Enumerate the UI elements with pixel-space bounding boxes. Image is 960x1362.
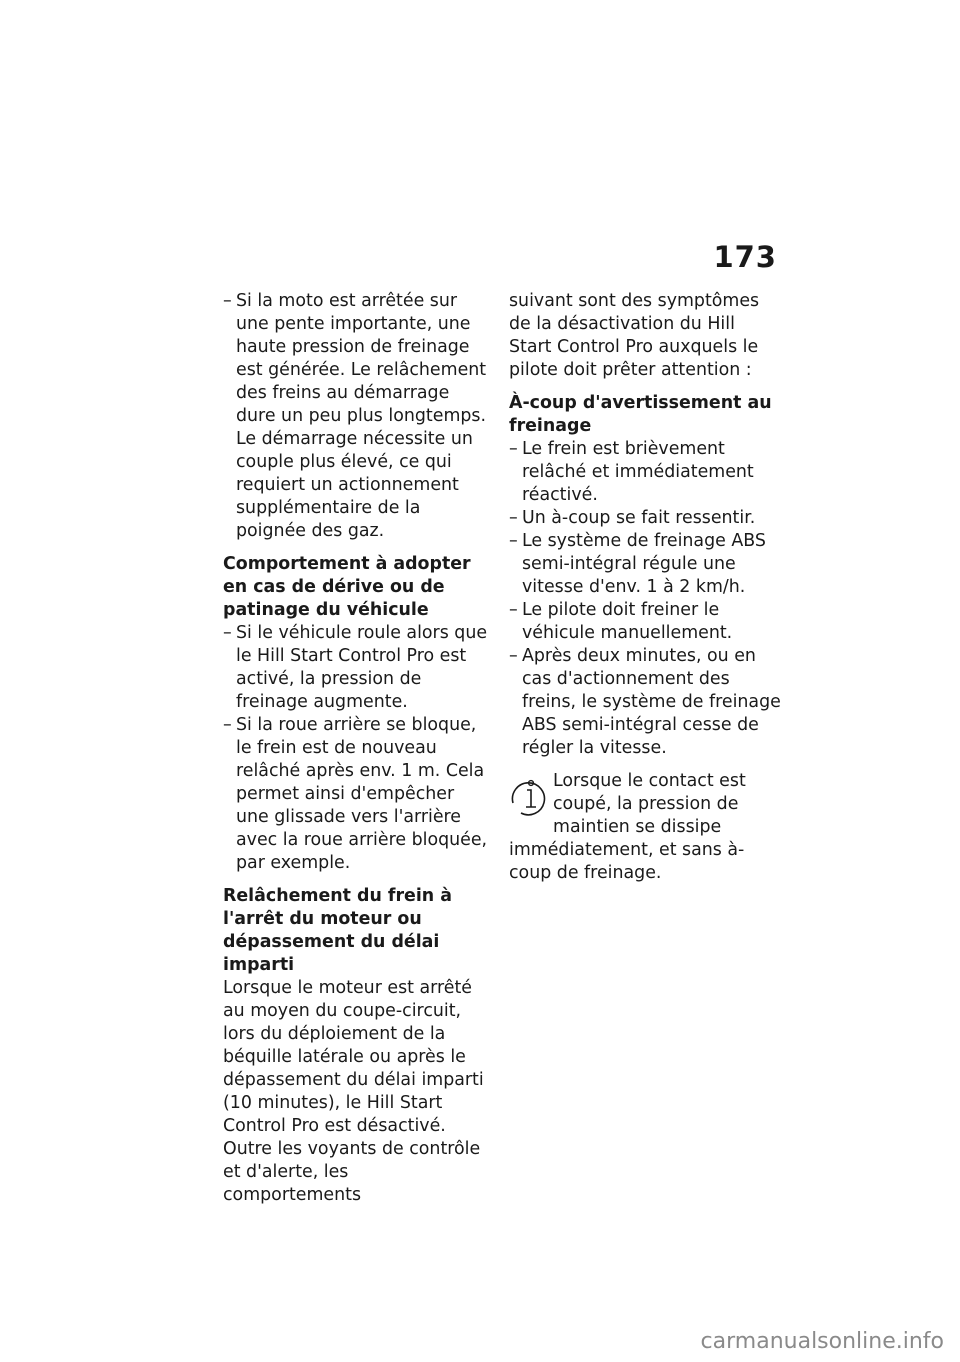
- list-item: [509, 645, 781, 760]
- right-column: [509, 290, 781, 885]
- list-item: [509, 599, 781, 645]
- dash: –: [223, 715, 232, 735]
- list-item: [509, 530, 781, 599]
- dash: –: [223, 291, 232, 311]
- dash: –: [509, 439, 518, 459]
- list-item-text: Si la roue arrière se bloque, le frein est de nouveau relâché après env. 1 m. Cela permet ainsi d'empêcher une glissade vers l'arrière avec la roue arrière bloquée, par exemple.: [236, 715, 488, 873]
- paragraph: Outre les voyants de contrôle et d'alerte, les comportements: [223, 1139, 481, 1205]
- list-item: [509, 507, 781, 530]
- paragraph: Lorsque le moteur est arrêté au moyen du coupe-circuit, lors du déploiement de la béquille latérale ou après le dépassement du délai imparti (10 minutes), le Hill Start Control Pro est désactivé.: [223, 978, 484, 1136]
- list-item-text: Le système de freinage ABS semi-intégral régule une vitesse d'env. 1 à 2 km/h.: [522, 531, 766, 597]
- list-item: [223, 714, 491, 875]
- section-heading-release: Relâchement du frein à l'arrêt du moteur ou dépassement du délai imparti: [223, 886, 452, 975]
- left-column: [223, 290, 491, 1207]
- dash: –: [509, 600, 518, 620]
- dash: –: [509, 646, 518, 666]
- list-item: [223, 622, 491, 714]
- paragraph-continuation: suivant sont des symptômes de la désactivation du Hill Start Control Pro auxquels le pilote doit prêter attention :: [509, 291, 760, 380]
- footer-watermark: carmanualsonline.info: [700, 1329, 944, 1354]
- dash: –: [223, 623, 232, 643]
- dash: –: [509, 531, 518, 551]
- section-heading-jolt: À-coup d'avertissement au freinage: [509, 393, 772, 436]
- list-item: [223, 290, 491, 543]
- info-icon: [509, 773, 549, 817]
- list-item-text: Si la moto est arrêtée sur une pente importante, une haute pression de freinage est générée. Le relâchement des freins au démarrage dure un peu plus longtemps. Le démarrage nécessite un couple plus élevé, ce qui requiert un actionnement supplémentaire de la poignée des gaz.: [236, 291, 487, 541]
- list-item-text: Le frein est brièvement relâché et immédiatement réactivé.: [522, 439, 754, 505]
- dash: –: [509, 508, 518, 528]
- section-heading-drift: Comportement à adopter en cas de dérive ou de patinage du véhicule: [223, 554, 471, 620]
- page-number: 173: [713, 240, 777, 274]
- list-item-text: Le pilote doit freiner le véhicule manuellement.: [522, 600, 733, 643]
- list-item-text: Si le véhicule roule alors que le Hill Start Control Pro est activé, la pression de freinage augmente.: [236, 623, 488, 712]
- list-item: [509, 438, 781, 507]
- note-text: Lorsque le contact est coupé, la pression de maintien se dissipe immédiatement, et sans à-coup de freinage.: [509, 771, 746, 883]
- info-note: [509, 770, 781, 885]
- list-item-text: Après deux minutes, ou en cas d'actionnement des freins, le système de freinage ABS semi-intégral cesse de régler la vitesse.: [522, 646, 781, 758]
- list-item-text: Un à-coup se fait ressentir.: [522, 508, 756, 528]
